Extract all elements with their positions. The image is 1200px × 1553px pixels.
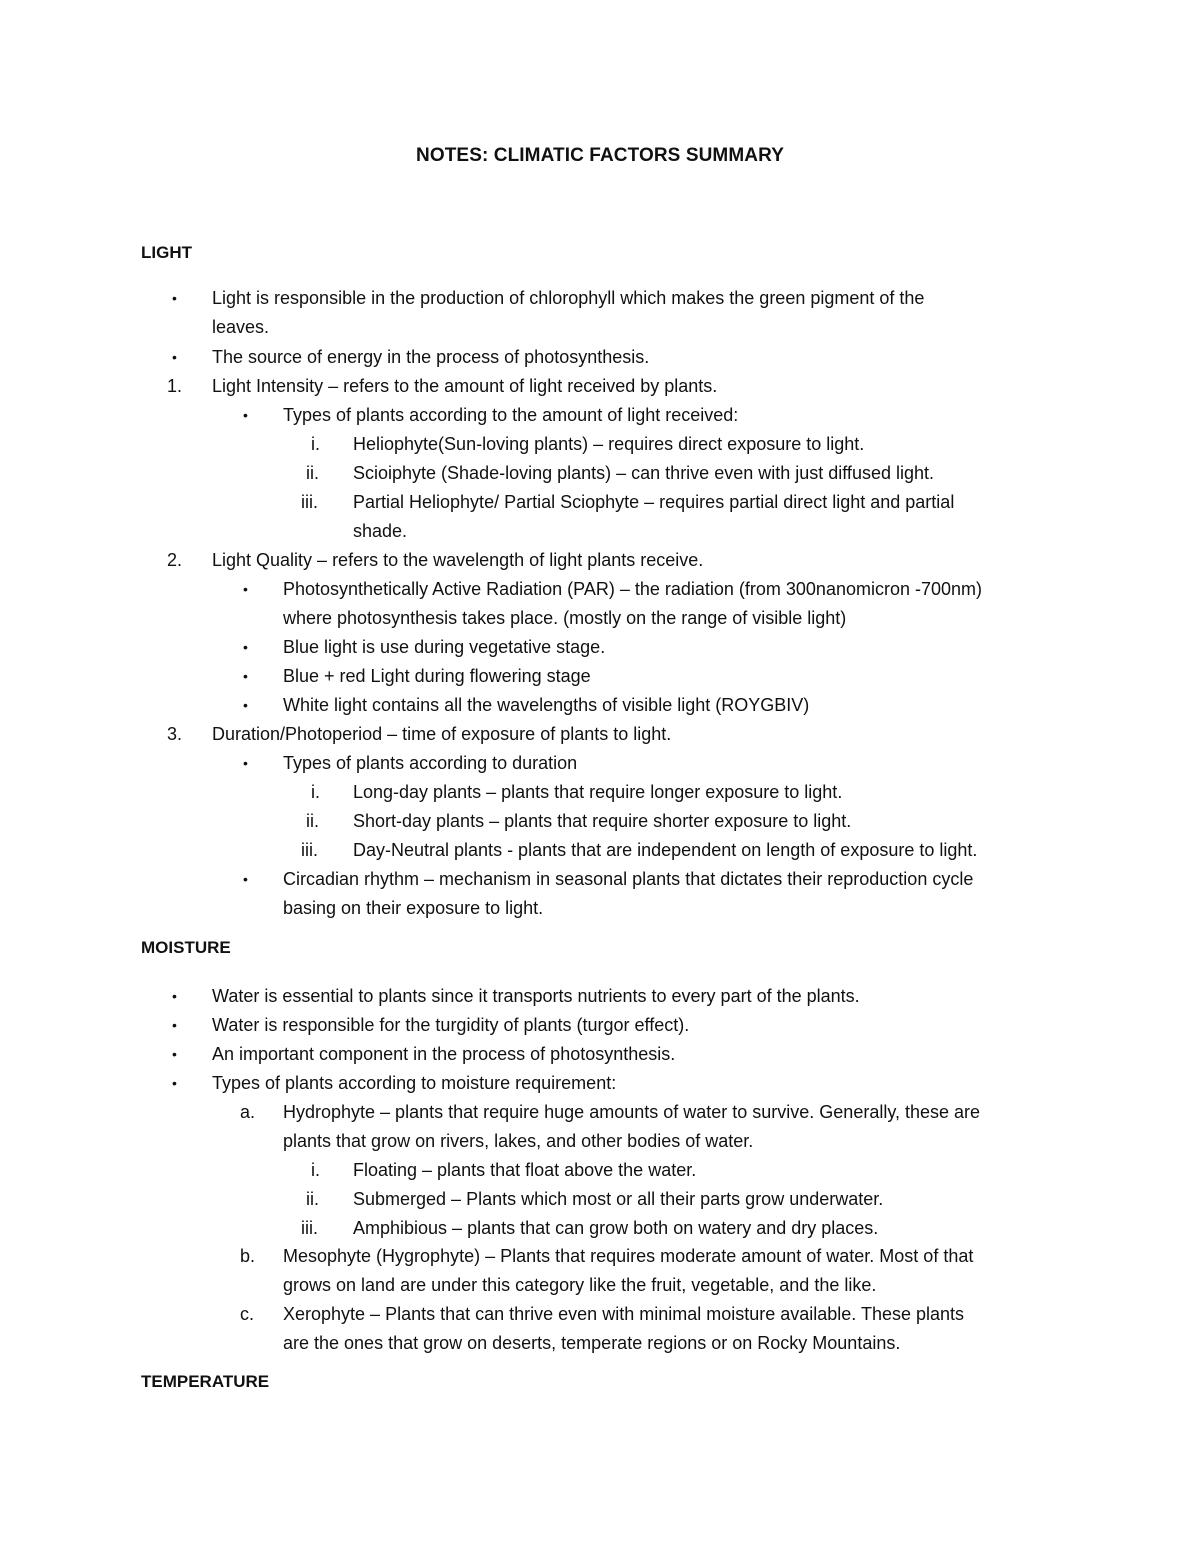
list-item [0,894,1200,923]
list-item-text: Scioiphyte (Shade-loving plants) – can thrive even with just diffused light. [353,463,934,483]
list-marker: i. [311,1160,320,1180]
list-item [0,778,1200,807]
list-item [0,749,1200,778]
list-marker: • [243,871,248,887]
list-marker: • [243,639,248,655]
list-item [0,1040,1200,1069]
list-item [0,1156,1200,1185]
list-item [0,836,1200,865]
list-item [0,546,1200,575]
list-marker: • [172,290,177,306]
list-item-text: Light is responsible in the production of chlorophyll which makes the green pigment of the [212,288,925,308]
list-item [0,1214,1200,1243]
list-marker: c. [240,1304,255,1324]
list-item [0,865,1200,894]
list-item [0,1300,1200,1329]
list-marker: ii. [306,811,319,831]
list-item [0,807,1200,836]
list-marker: iii. [301,492,318,512]
list-item-text: Submerged – Plants which most or all their parts grow underwater. [353,1189,884,1209]
list-item [0,1271,1200,1300]
list-marker: • [172,1017,177,1033]
list-item-text: Duration/Photoperiod – time of exposure of plants to light. [212,724,672,744]
list-marker: iii. [301,840,318,860]
list-item [0,313,1200,342]
list-marker: • [172,349,177,365]
list-marker: • [243,697,248,713]
list-marker: i. [311,782,320,802]
list-item [0,343,1200,372]
list-item-text: plants that grow on rivers, lakes, and other bodies of water. [283,1131,754,1151]
list-marker: 3. [167,724,183,744]
list-marker: ii. [306,1189,319,1209]
list-item [0,517,1200,546]
list-item-text: Types of plants according to the amount of light received: [283,405,739,425]
list-item-text: Long-day plants – plants that require longer exposure to light. [353,782,843,802]
list-item-text: The source of energy in the process of photosynthesis. [212,347,650,367]
list-item [0,604,1200,633]
list-item [0,401,1200,430]
list-item [0,633,1200,662]
list-marker: • [243,407,248,423]
list-item-text: leaves. [212,317,270,337]
list-item-text: Types of plants according to moisture requirement: [212,1073,617,1093]
list-marker: b. [240,1246,256,1266]
heading-temperature: TEMPERATURE [141,1372,270,1391]
list-item-text: White light contains all the wavelengths of visible light (ROYGBIV) [283,695,810,715]
page-title: NOTES: CLIMATIC FACTORS SUMMARY [416,145,784,166]
list-marker: • [243,581,248,597]
list-marker: • [172,1046,177,1062]
list-item [0,488,1200,517]
list-item-text: Xerophyte – Plants that can thrive even with minimal moisture available. These plants [283,1304,965,1324]
heading-moisture: MOISTURE [141,938,231,957]
list-item-text: Amphibious – plants that can grow both on watery and dry places. [353,1218,879,1238]
list-item-text: Short-day plants – plants that require shorter exposure to light. [353,811,852,831]
list-item-text: Blue light is use during vegetative stage. [283,637,606,657]
list-item-text: Water is essential to plants since it transports nutrients to every part of the plants. [212,986,860,1006]
list-item-text: are the ones that grow on deserts, temperate regions or on Rocky Mountains. [283,1333,901,1353]
list-item-text: Hydrophyte – plants that require huge amounts of water to survive. Generally, these are [283,1102,981,1122]
list-item [0,982,1200,1011]
list-item-text: Partial Heliophyte/ Partial Sciophyte – requires partial direct light and partial [353,492,955,512]
list-item-text: Light Intensity – refers to the amount of light received by plants. [212,376,718,396]
list-item [0,430,1200,459]
list-item-text: grows on land are under this category like the fruit, vegetable, and the like. [283,1275,877,1295]
list-item-text: Blue + red Light during flowering stage [283,666,591,686]
list-item [0,372,1200,401]
list-item [0,720,1200,749]
list-marker: iii. [301,1218,318,1238]
list-item-text: where photosynthesis takes place. (mostly on the range of visible light) [283,608,847,628]
list-marker: ii. [306,463,319,483]
list-item-text: basing on their exposure to light. [283,898,544,918]
list-item [0,1011,1200,1040]
list-item [0,1185,1200,1214]
list-item [0,284,1200,313]
list-item [0,1069,1200,1098]
list-item-text: Heliophyte(Sun-loving plants) – requires direct exposure to light. [353,434,865,454]
list-item-text: Photosynthetically Active Radiation (PAR) – the radiation (from 300nanomicron -700nm) [283,579,983,599]
list-item-text: Day-Neutral plants - plants that are independent on length of exposure to light. [353,840,978,860]
list-item [0,459,1200,488]
list-marker: • [172,988,177,1004]
list-item-text: Floating – plants that float above the water. [353,1160,697,1180]
list-item [0,662,1200,691]
list-item-text: Light Quality – refers to the wavelength of light plants receive. [212,550,704,570]
list-item [0,1127,1200,1156]
list-item [0,1329,1200,1358]
list-marker: i. [311,434,320,454]
list-item-text: Mesophyte (Hygrophyte) – Plants that requires moderate amount of water. Most of that [283,1246,974,1266]
heading-light: LIGHT [141,243,192,262]
list-item [0,575,1200,604]
list-item-text: An important component in the process of photosynthesis. [212,1044,676,1064]
list-marker: • [172,1075,177,1091]
list-item-text: Circadian rhythm – mechanism in seasonal plants that dictates their reproduction cycle [283,869,974,889]
list-item [0,691,1200,720]
list-item-text: Types of plants according to duration [283,753,578,773]
list-item-text: Water is responsible for the turgidity of plants (turgor effect). [212,1015,690,1035]
list-item [0,1098,1200,1127]
list-marker: 1. [167,376,183,396]
list-item-text: shade. [353,521,408,541]
list-marker: 2. [167,550,183,570]
list-marker: • [243,668,248,684]
list-item [0,1242,1200,1271]
list-marker: • [243,755,248,771]
list-marker: a. [240,1102,256,1122]
